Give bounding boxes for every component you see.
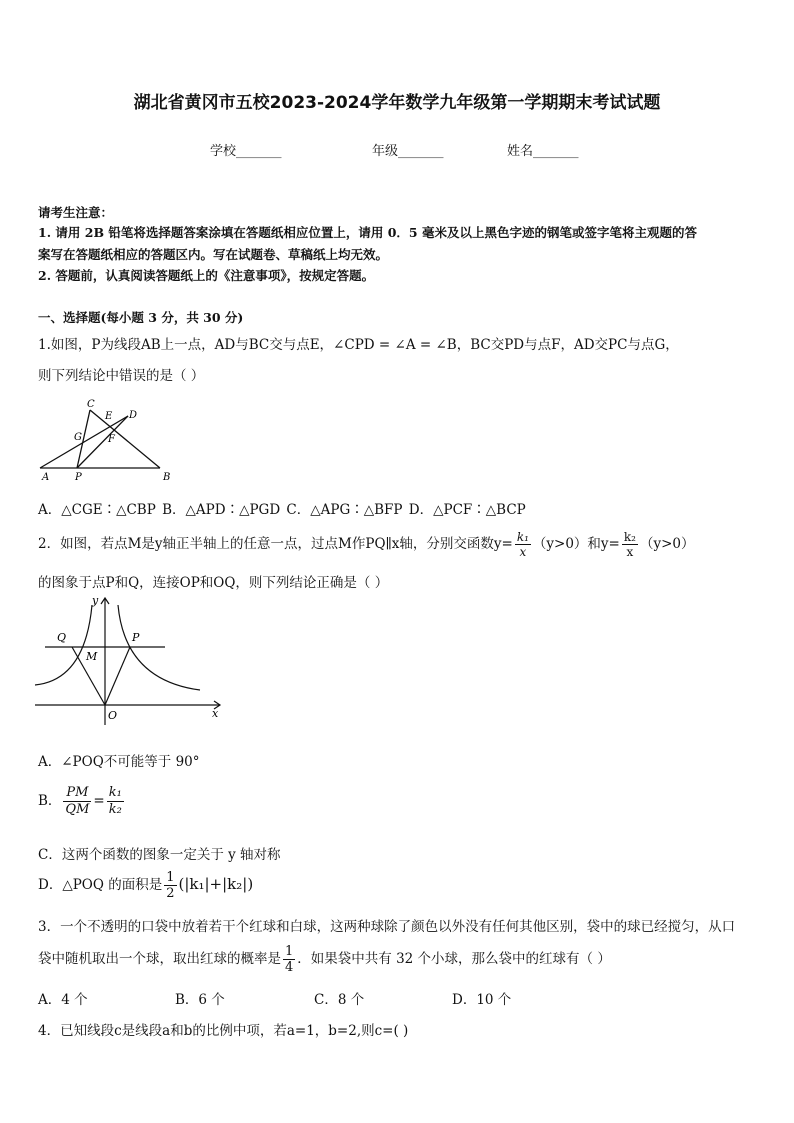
q3-stem: 3．一个不透明的口袋中放着若干个红球和白球，这两种球除了颜色以外没有任何其他区别，袋中的球已经搅匀，从口 — [38, 919, 736, 935]
q1-label-g: G — [74, 432, 82, 443]
q2-option-a: A．∠POQ不可能等于 90° — [38, 754, 200, 770]
grade-field: 年级_______ — [372, 144, 444, 159]
notice-line-2: 2. 答题前，认真阅读答题纸上的《注意事项》，按规定答题。 — [38, 268, 375, 283]
q1-figure — [30, 390, 190, 485]
q3-option-b: B．6 个 — [175, 992, 225, 1008]
q2-frac-k2: $\frac{\text{k₂}}{x}$ — [623, 530, 636, 559]
q3-stem-2: 袋中随机取出一个球，取出红球的概率是 $\frac{1}{4}$ ．如果袋中共有 32 个小球，那么袋中的红球有（ ） — [38, 944, 611, 975]
q2-label-o: O — [108, 709, 118, 722]
notice-line-1: 1. 请用 2B 铅笔将选择题答案涂填在答题纸相应位置上，请用 0．5 毫米及以上黑色字迹的钢笔或签字笔将主观题的答 — [38, 225, 697, 240]
q1-options: A．△CGE∶△CBP B．△APD∶△PGD C．△APG∶△BFP D．△PCF∶△BCP — [38, 502, 526, 518]
school-field: 学校_______ — [210, 144, 282, 159]
q1-stem: 1.如图，P为线段AB上一点，AD与BC交与点E，∠CPD = ∠A = ∠B，BC交PD与点F，AD交PC与点G， — [38, 337, 679, 353]
q1-label-p: P — [75, 472, 82, 483]
q2-option-c: C．这两个函数的图象一定关于 y 轴对称 — [38, 847, 281, 863]
q3-option-c: C．8 个 — [314, 992, 365, 1008]
q1-label-f: F — [108, 434, 115, 445]
q2-label-m: M — [86, 650, 98, 663]
q2-stem: 2．如图，若点M是y轴正半轴上的任意一点，过点M作PQ∥x轴，分别交函数y= $\frac{\text{k₁}}{x}$ （y>0）和y= $\frac{\text{k₂}}{x}$ （y>0） — [38, 530, 695, 559]
q2-label-q: Q — [57, 631, 67, 644]
q1-label-d: D — [129, 410, 138, 421]
q2-option-b: B． $\frac{PM}{QM}$ = $\frac{\text{k₁}}{\text{k₂}}$ — [38, 785, 122, 817]
q2-label-p: P — [132, 631, 140, 644]
q1-stem-2: 则下列结论中错误的是（ ） — [38, 368, 205, 384]
q1-label-e: E — [105, 411, 113, 422]
q3-option-d: D．10 个 — [452, 992, 512, 1008]
q1-label-b: B — [163, 472, 171, 483]
q2-option-d: D．△POQ 的面积是 $\frac{1}{2}$ (|k₁|+|k₂|) — [38, 870, 254, 901]
q2-frac-k1: $\frac{\text{k₁}}{x}$ — [516, 530, 529, 559]
page-title: 湖北省黄冈市五校2023-2024学年数学九年级第一学期期末考试试题 — [133, 93, 661, 113]
section-heading: 一、选择题(每小题 3 分，共 30 分) — [38, 310, 244, 325]
q2-stem-2: 的图象于点P和Q，连接OP和OQ，则下列结论正确是（ ） — [38, 575, 389, 591]
q1-label-a: A — [42, 472, 50, 483]
notice-heading: 请考生注意： — [38, 205, 114, 220]
q4-stem: 4．已知线段c是线段a和b的比例中项，若a=1，b=2,则c=( ) — [38, 1023, 409, 1039]
q2-label-y: y — [92, 594, 99, 607]
notice-line-1b: 案写在答题纸相应的答题区内。写在试题卷、草稿纸上均无效。 — [38, 247, 389, 262]
q3-option-a: A．4 个 — [38, 992, 88, 1008]
q2-figure — [30, 590, 230, 730]
q2-label-x: x — [212, 707, 219, 720]
name-field: 姓名_______ — [507, 144, 579, 159]
q1-label-c: C — [87, 399, 95, 410]
